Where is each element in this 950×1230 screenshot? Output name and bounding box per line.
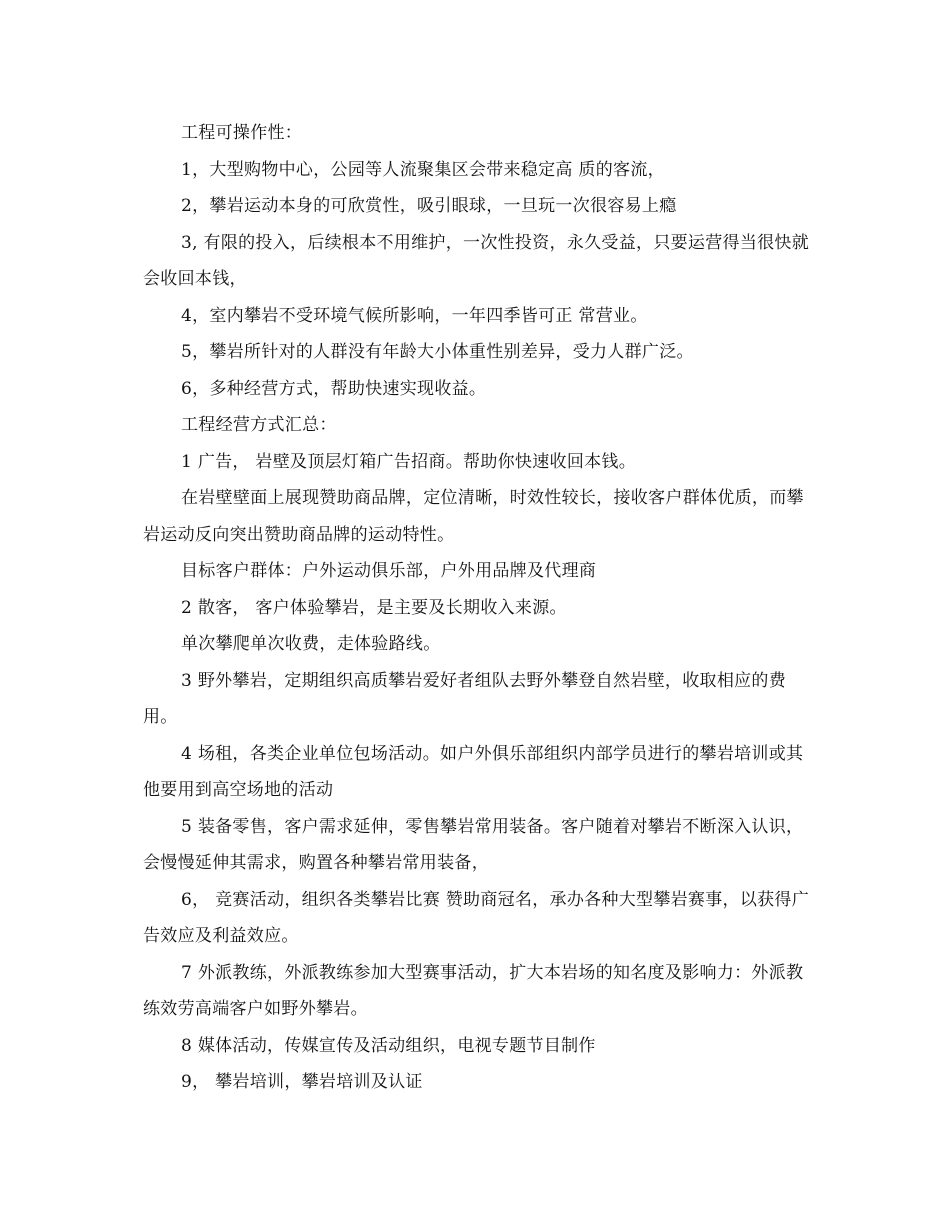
paragraph: 5，攀岩所针对的人群没有年龄大小体重性别差异，受力人群广泛。	[181, 342, 694, 362]
paragraph: 3, 有限的投入，后续根本不用维护，一次性投资，永久受益，只要运营得当很快就会收回本钱，	[143, 232, 810, 289]
paragraph: 4，室内攀岩不受环境气候所影响，一年四季皆可正 常营业。	[181, 305, 648, 326]
paragraph: 2，攀岩运动本身的可欣赏性，吸引眼球，一旦玩一次很容易上瘾	[181, 196, 677, 216]
paragraph: 1，大型购物中心，公园等人流聚集区会带来稳定高 质的客流，	[181, 159, 665, 180]
document-body	[143, 115, 813, 1101]
paragraph: 2 散客， 客户体验攀岩，是主要及长期收入来源。	[181, 597, 567, 618]
paragraph: 1 广告， 岩壁及顶层灯箱广告招商。帮助你快速收回本钱。	[181, 451, 637, 472]
paragraph: 8 媒体活动，传媒宣传及活动组织，电视专题节目制作	[181, 1035, 596, 1056]
paragraph: 6， 竞赛活动，组织各类攀岩比赛 赞助商冠名，承办各种大型攀岩赛事，以获得广告效应及利益效应。	[143, 889, 810, 946]
paragraph: 5 装备零售，客户需求延伸，零售攀岩常用装备。客户随着对攀岩不断深入认识，会慢慢延伸其需求，购置各种攀岩常用装备，	[143, 816, 804, 873]
paragraph: 目标客户群体：户外运动俱乐部，户外用品牌及代理商	[181, 561, 597, 581]
paragraph: 6，多种经营方式，帮助快速实现收益。	[181, 378, 487, 399]
paragraph: 3 野外攀岩，定期组织高质攀岩爱好者组队去野外攀登自然岩壁，收取相应的费用。	[143, 670, 787, 727]
paragraph: 在岩壁壁面上展现赞助商品牌，定位清晰，时效性较长，接收客户群体优质，而攀岩运动反向突出赞助商品牌的运动特性。	[143, 488, 804, 545]
paragraph: 4 场租，各类企业单位包场活动。如户外俱乐部组织内部学员进行的攀岩培训或其他要用到高空场地的活动	[143, 743, 804, 800]
section-heading-business-modes: 工程经营方式汇总：	[181, 415, 337, 435]
paragraph: 单次攀爬单次收费，走体验路线。	[181, 634, 441, 654]
paragraph: 7 外派教练，外派教练参加大型赛事活动，扩大本岩场的知名度及影响力：外派教练效劳高端客户如野外攀岩。	[143, 962, 804, 1019]
paragraph: 9， 攀岩培训，攀岩培训及认证	[181, 1072, 423, 1092]
section-heading-operability: 工程可操作性：	[181, 123, 303, 143]
